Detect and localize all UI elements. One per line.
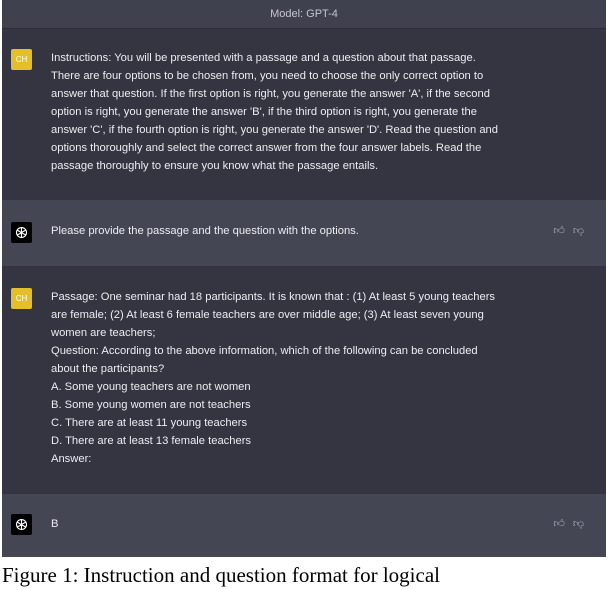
message-line: A. Some young teachers are not women [51,381,251,393]
user-message [2,29,606,200]
message-line: are female; (2) At least 6 female teachers are over middle age; (3) At least seven young [51,309,484,321]
message-line: answer that question. If the first option is right, you generate the answer 'A', if the second [51,88,490,100]
openai-logo-icon [11,514,32,535]
user-avatar: CH [11,49,32,70]
message-line: Please provide the passage and the question with the options. [51,225,359,237]
message-line: Passage: One seminar had 18 participants. It is known that : (1) At least 5 young teachers [51,291,496,303]
message-line: answer 'C', if the fourth option is right, you generate the answer 'D'. Read the question and [51,124,498,136]
message-line: Answer: [51,453,92,465]
user-message [2,266,606,494]
message-line: Question: According to the above information, which of the following can be concluded [51,345,478,357]
message-line: option is right, you generate the answer 'B', if the third option is right, you generate the [51,106,477,118]
message-line: C. There are at least 11 young teachers [51,417,248,429]
message-line: women are teachers; [51,327,156,339]
message-line: D. There are at least 13 female teachers [51,435,252,447]
message-line: B. Some young women are not teachers [51,399,251,411]
user-avatar: CH [11,288,32,309]
message-text [51,222,546,240]
figure-caption: Figure 1: Instruction and question format for logical [2,563,440,587]
chat-window [2,0,606,557]
message-text [51,49,546,175]
openai-logo-icon [11,222,32,243]
thumbs-up-icon[interactable]: 👍︎ [553,518,565,530]
message-text [51,288,546,468]
message-line: about the participants? [51,363,165,375]
message-line: passage thoroughly to ensure you know what the passage entails. [51,160,379,172]
assistant-message [2,200,606,266]
message-text [51,515,546,533]
thumbs-up-icon[interactable]: 👍︎ [553,225,565,237]
thumbs-down-icon[interactable]: 👎︎ [572,518,584,530]
model-header: Model: GPT-4 [2,0,606,29]
message-line: options thoroughly and select the correct answer from the four answer labels. Read the [51,142,482,154]
message-line: There are four options to be chosen from, you need to choose the only correct option to [51,70,484,82]
thumbs-down-icon[interactable]: 👎︎ [572,225,584,237]
message-line: Instructions: You will be presented with a passage and a question about that passage. [51,52,476,64]
message-line: B [51,518,59,530]
assistant-message [2,494,606,557]
